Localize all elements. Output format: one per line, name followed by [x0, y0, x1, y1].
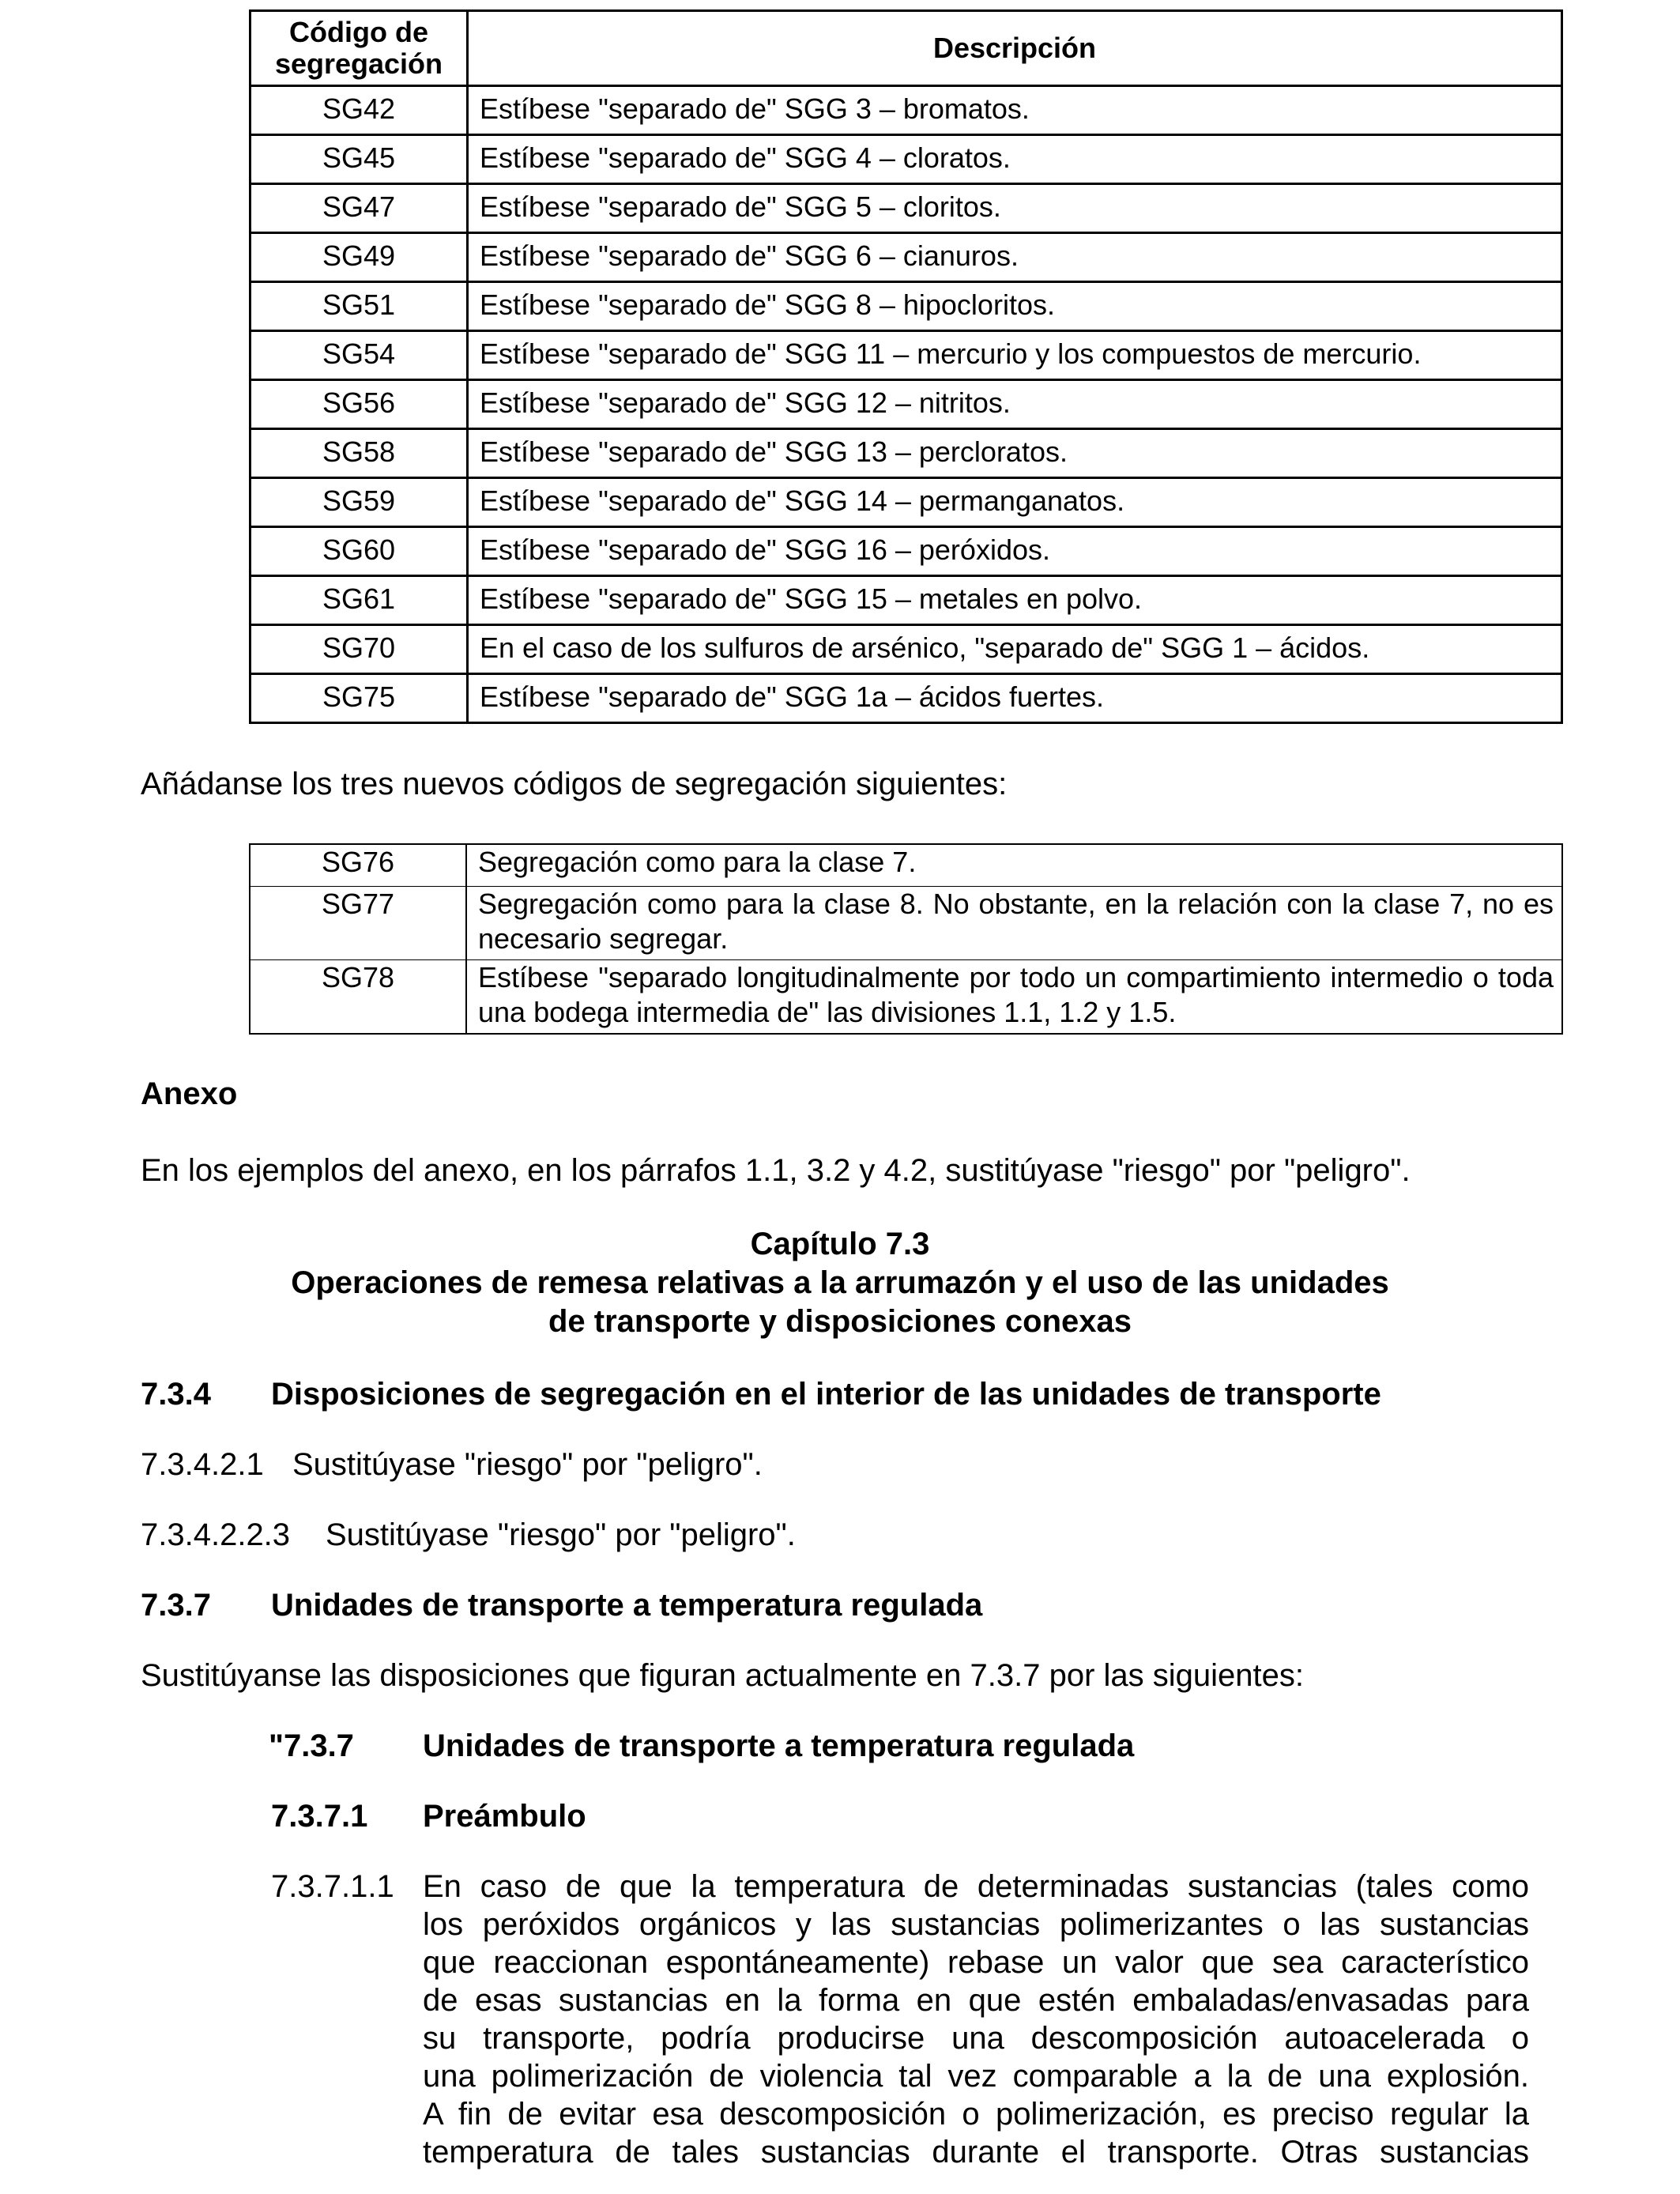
column-header-description: Descripción: [468, 11, 1562, 86]
table-row: [250, 527, 1562, 576]
column-header-code: Código de segregación: [250, 11, 468, 86]
description-cell: Estíbese "separado de" SGG 11 – mercurio y los compuestos de mercurio.: [468, 331, 1562, 380]
table-row: [250, 331, 1562, 380]
table-row: [250, 282, 1562, 331]
para-7-3-4-2-1-number: 7.3.4.2.1: [141, 1447, 264, 1482]
paragraph-line: de esas sustancias en la forma en que estén embaladas/envasadas para: [423, 1983, 1529, 2018]
replace-instruction: Sustitúyanse las disposiciones que figuran actualmente en 7.3.7 por las siguientes:: [141, 1658, 1305, 1693]
section-7-3-4-number: 7.3.4: [141, 1377, 211, 1412]
code-cell: SG61: [250, 576, 468, 625]
table-row: [250, 576, 1562, 625]
annex-text: En los ejemplos del anexo, en los párrafos 1.1, 3.2 y 4.2, sustitúyase "riesgo" por "peligro".: [141, 1153, 1411, 1188]
para-7-3-4-2-1-text: Sustitúyase "riesgo" por "peligro".: [292, 1447, 763, 1482]
table-row: [250, 887, 1562, 960]
description-cell: Segregación como para la clase 7.: [466, 844, 1562, 887]
paragraph-line: los peróxidos orgánicos y las sustancias polimerizantes o las sustancias: [423, 1907, 1529, 1942]
table-header-row: [250, 11, 1562, 86]
paragraph-line: temperatura de tales sustancias durante el transporte. Otras sustancias: [423, 2135, 1529, 2169]
code-cell: SG56: [250, 380, 468, 429]
description-cell: En el caso de los sulfuros de arsénico, "separado de" SGG 1 – ácidos.: [468, 625, 1562, 674]
section-7-3-7-1-number: 7.3.7.1: [271, 1799, 368, 1834]
description-cell: Estíbese "separado de" SGG 5 – cloritos.: [468, 184, 1562, 233]
code-cell: SG70: [250, 625, 468, 674]
code-cell: SG42: [250, 86, 468, 135]
table-body: [250, 844, 1562, 1034]
table-body: [250, 86, 1562, 723]
table-row: [250, 625, 1562, 674]
description-cell: Estíbese "separado longitudinalmente por todo un compartimiento intermedio o toda una bodega intermedia de" las divisiones 1.1, 1.2 y 1.5.: [466, 960, 1562, 1035]
description-cell: Estíbese "separado de" SGG 13 – percloratos.: [468, 429, 1562, 478]
code-cell: SG51: [250, 282, 468, 331]
table-row: [250, 380, 1562, 429]
description-cell: Estíbese "separado de" SGG 1a – ácidos fuertes.: [468, 674, 1562, 723]
table-row: [250, 233, 1562, 282]
section-7-3-4-title: Disposiciones de segregación en el interior de las unidades de transporte: [271, 1377, 1381, 1412]
para-7-3-7-1-1-text: [423, 1868, 1529, 2171]
chapter-heading: [141, 1225, 1539, 1341]
code-cell: SG76: [250, 844, 466, 887]
paragraph-line: una polimerización de violencia tal vez comparable a la de una explosión.: [423, 2059, 1529, 2094]
description-cell: Estíbese "separado de" SGG 3 – bromatos.: [468, 86, 1562, 135]
quoted-section-7-3-7-number: "7.3.7: [269, 1728, 354, 1763]
code-cell: SG59: [250, 478, 468, 527]
description-cell: Estíbese "separado de" SGG 15 – metales en polvo.: [468, 576, 1562, 625]
code-cell: SG75: [250, 674, 468, 723]
description-cell: Estíbese "separado de" SGG 12 – nitritos.: [468, 380, 1562, 429]
description-cell: Estíbese "separado de" SGG 16 – peróxidos.: [468, 527, 1562, 576]
para-7-3-4-2-2-3-number: 7.3.4.2.2.3: [141, 1517, 291, 1552]
description-cell: Estíbese "separado de" SGG 6 – cianuros.: [468, 233, 1562, 282]
section-7-3-7-number: 7.3.7: [141, 1588, 211, 1623]
table-row: [250, 184, 1562, 233]
paragraph-line: A fin de evitar esa descomposición o polimerización, es preciso regular la: [423, 2097, 1529, 2132]
description-cell: Segregación como para la clase 8. No obstante, en la relación con la clase 7, no es necesario segregar.: [466, 887, 1562, 960]
quoted-section-7-3-7-title: Unidades de transporte a temperatura regulada: [423, 1728, 1135, 1763]
table-row: [250, 86, 1562, 135]
code-cell: SG47: [250, 184, 468, 233]
paragraph-line: su transporte, podría producirse una descomposición autoacelerada o: [423, 2021, 1529, 2056]
table-row: [250, 478, 1562, 527]
section-7-3-7-title: Unidades de transporte a temperatura regulada: [271, 1588, 983, 1623]
annex-heading: Anexo: [141, 1076, 238, 1111]
intro-new-codes: Añádanse los tres nuevos códigos de segregación siguientes:: [141, 767, 1008, 801]
segregation-codes-table: [249, 9, 1563, 724]
table-row: [250, 960, 1562, 1035]
code-cell: SG58: [250, 429, 468, 478]
chapter-title-line1: Operaciones de remesa relativas a la arrumazón y el uso de las unidades: [291, 1265, 1389, 1300]
chapter-title-line2: de transporte y disposiciones conexas: [548, 1304, 1132, 1339]
code-cell: SG54: [250, 331, 468, 380]
table-row: [250, 135, 1562, 184]
code-cell: SG78: [250, 960, 466, 1035]
para-7-3-4-2-2-3-text: Sustitúyase "riesgo" por "peligro".: [326, 1517, 796, 1552]
description-cell: Estíbese "separado de" SGG 14 – permanganatos.: [468, 478, 1562, 527]
code-cell: SG45: [250, 135, 468, 184]
code-cell: SG60: [250, 527, 468, 576]
description-cell: Estíbese "separado de" SGG 8 – hipocloritos.: [468, 282, 1562, 331]
table-row: [250, 674, 1562, 723]
code-cell: SG49: [250, 233, 468, 282]
para-7-3-7-1-1-number: 7.3.7.1.1: [271, 1869, 394, 1904]
chapter-number: Capítulo 7.3: [750, 1227, 930, 1261]
new-segregation-codes-table: [249, 843, 1563, 1035]
table-row: [250, 429, 1562, 478]
paragraph-line: En caso de que la temperatura de determinadas sustancias (tales como: [423, 1869, 1529, 1904]
description-cell: Estíbese "separado de" SGG 4 – cloratos.: [468, 135, 1562, 184]
paragraph-line: que reaccionan espontáneamente) rebase un valor que sea característico: [423, 1945, 1529, 1980]
section-7-3-7-1-title: Preámbulo: [423, 1799, 586, 1834]
table-row: [250, 844, 1562, 887]
code-cell: SG77: [250, 887, 466, 960]
